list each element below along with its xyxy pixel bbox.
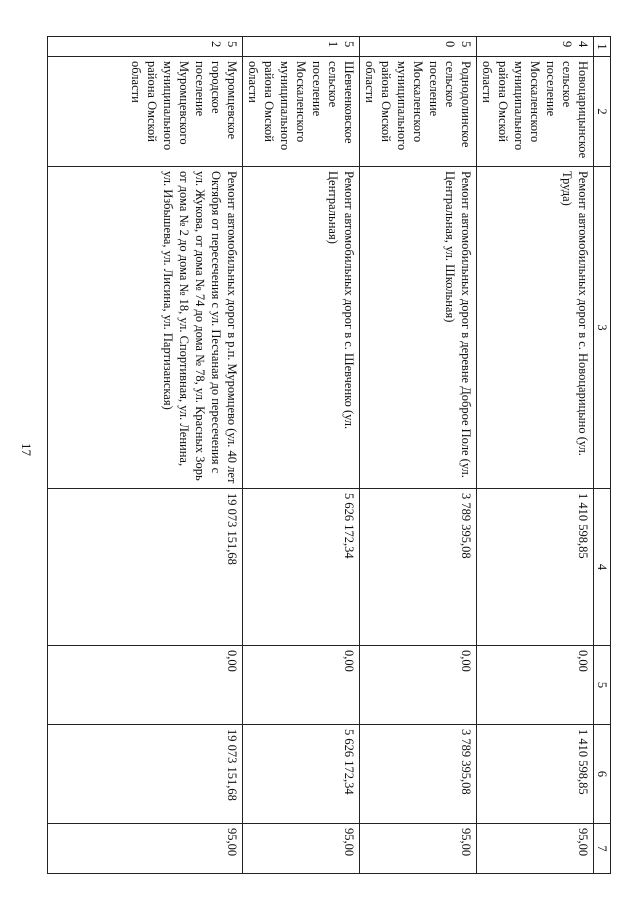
- total-cell: 1 410 598,85: [477, 489, 594, 646]
- rotated-table-container: [65, 36, 611, 873]
- row-number: 52: [48, 37, 243, 57]
- object-cell: Ремонт автомобильных дорог в р.п. Муромцево (ул. 40 лет Октября от пересечения с ул. Песчаная до пересечения с ул. Жукова, от дома № 74 до дома № 78, ул. Красных Зорь от дома № 2 до дома № 18, ул. Спортивная, ул. Ленина, ул. Избышева, ул. Лисина, ул. Партизанская): [48, 167, 243, 489]
- recipient-cell: Новоцарицынское сельское поселение Москаленского муниципального района Омской области: [477, 57, 594, 167]
- total-cell: 5 626 172,34: [243, 489, 360, 646]
- col5-cell: 0,00: [48, 646, 243, 725]
- col6-cell: 3 789 395,08: [360, 725, 477, 824]
- col5-cell: 0,00: [360, 646, 477, 725]
- table-row: [48, 37, 243, 874]
- column-header: 7: [594, 824, 611, 874]
- row-number: 51: [243, 37, 360, 57]
- col5-cell: 0,00: [243, 646, 360, 725]
- share-cell: 95,00: [243, 824, 360, 874]
- table-row: [360, 37, 477, 874]
- object-cell: Ремонт автомобильных дорог в деревне Доброе Поле (ул. Центральная, ул. Школьная): [360, 167, 477, 489]
- object-cell: Ремонт автомобильных дорог в с. Шевченко (ул. Центральная): [243, 167, 360, 489]
- recipient-cell: Шевченковское сельское поселение Москаленского муниципального района Омской области: [243, 57, 360, 167]
- share-cell: 95,00: [477, 824, 594, 874]
- column-header: 5: [594, 646, 611, 725]
- row-number: 50: [360, 37, 477, 57]
- share-cell: 95,00: [360, 824, 477, 874]
- col5-cell: 0,00: [477, 646, 594, 725]
- row-number: 49: [477, 37, 594, 57]
- col6-cell: 19 073 151,68: [48, 725, 243, 824]
- subsidy-table: [47, 36, 611, 874]
- object-cell: Ремонт автомобильных дорог в с. Новоцарицыно (ул. Труда): [477, 167, 594, 489]
- column-header: 2: [594, 57, 611, 167]
- total-cell: 19 073 151,68: [48, 489, 243, 646]
- column-header: 1: [594, 37, 611, 57]
- total-cell: 3 789 395,08: [360, 489, 477, 646]
- recipient-cell: Роднодолинское сельское поселение Москаленского муниципального района Омской области: [360, 57, 477, 167]
- column-number-row: [594, 37, 611, 874]
- table-row: [477, 37, 594, 874]
- share-cell: 95,00: [48, 824, 243, 874]
- page-number: 17: [19, 443, 34, 456]
- column-header: 6: [594, 725, 611, 824]
- table-row: [243, 37, 360, 874]
- col6-cell: 5 626 172,34: [243, 725, 360, 824]
- column-header: 4: [594, 489, 611, 646]
- column-header: 3: [594, 167, 611, 489]
- recipient-cell: Муромцевское городское поселение Муромцевского муниципального района Омской области: [48, 57, 243, 167]
- col6-cell: 1 410 598,85: [477, 725, 594, 824]
